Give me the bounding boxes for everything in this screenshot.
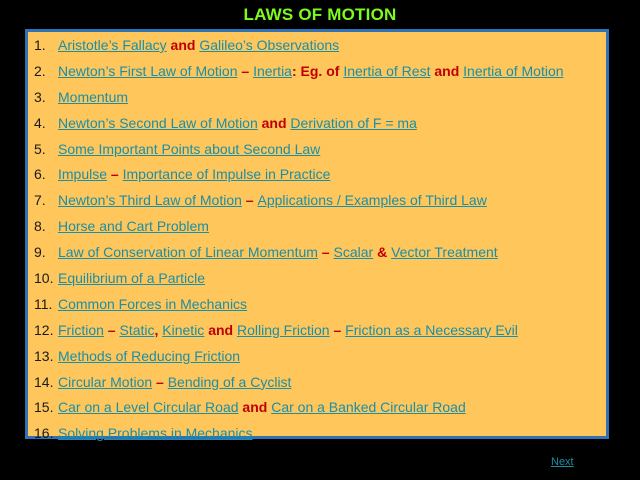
- topic-link[interactable]: Methods of Reducing Friction: [58, 347, 241, 364]
- item-content: [58, 139, 320, 159]
- topic-link[interactable]: Derivation of F = ma: [290, 114, 417, 131]
- item-content: [58, 113, 417, 133]
- table-of-contents: [28, 35, 564, 449]
- list-item: [28, 242, 564, 268]
- item-number: 9.: [34, 244, 46, 261]
- item-number: 5.: [34, 140, 46, 157]
- list-item: [28, 87, 564, 113]
- topic-link[interactable]: Newton’s First Law of Motion: [58, 62, 238, 79]
- connector-text: ,: [154, 321, 163, 338]
- topic-link[interactable]: Equilibrium of a Particle: [58, 270, 206, 287]
- item-number: 6.: [34, 166, 46, 183]
- list-item: [28, 372, 564, 398]
- connector-text: –: [237, 62, 254, 79]
- item-content: [58, 294, 247, 314]
- topic-link[interactable]: Some Important Points about Second Law: [58, 140, 321, 157]
- connector-text: –: [103, 321, 120, 338]
- item-content: [58, 242, 498, 262]
- item-number: 11.: [34, 295, 53, 312]
- connector-text: –: [107, 166, 123, 183]
- item-number: 10.: [34, 270, 54, 287]
- item-content: [58, 346, 240, 366]
- topic-link[interactable]: Car on a Banked Circular Road: [271, 399, 466, 416]
- item-content: [58, 190, 487, 210]
- topic-link[interactable]: Friction as a Necessary Evil: [345, 321, 518, 338]
- list-item: [28, 139, 564, 165]
- list-item: [28, 294, 564, 320]
- connector-text: and: [238, 399, 272, 416]
- topic-link[interactable]: Galileo’s Observations: [199, 37, 340, 53]
- topic-link[interactable]: Horse and Cart Problem: [58, 218, 209, 235]
- list-item: [28, 61, 564, 87]
- topic-link[interactable]: Inertia: [253, 62, 292, 79]
- connector-text: and: [166, 37, 200, 53]
- item-number: 2.: [34, 62, 46, 79]
- list-item: [28, 113, 564, 139]
- topic-link[interactable]: Inertia of Rest: [343, 62, 431, 79]
- item-content: [58, 61, 564, 81]
- topic-link[interactable]: Common Forces in Mechanics: [58, 295, 248, 312]
- topic-link[interactable]: Law of Conservation of Linear Momentum: [58, 244, 318, 261]
- topic-link[interactable]: Solving Problems in Mechanics: [58, 425, 253, 442]
- item-number: 12.: [34, 321, 54, 338]
- item-number: 7.: [34, 192, 46, 209]
- item-number: 1.: [34, 37, 46, 53]
- topic-link[interactable]: Newton’s Second Law of Motion: [58, 114, 258, 131]
- item-number: 3.: [34, 88, 46, 105]
- item-content: [58, 216, 209, 236]
- next-link[interactable]: Next: [551, 456, 574, 468]
- topic-link[interactable]: Circular Motion: [58, 373, 153, 390]
- connector-text: and: [430, 62, 464, 79]
- list-item: [28, 268, 564, 294]
- item-number: 14.: [34, 373, 54, 390]
- item-content: [58, 87, 128, 107]
- list-item: [28, 35, 564, 61]
- connector-text: –: [152, 373, 168, 390]
- item-number: 15.: [34, 399, 54, 416]
- item-number: 13.: [34, 347, 54, 364]
- page-title: LAWS OF MOTION: [243, 5, 397, 24]
- item-number: 4.: [34, 114, 46, 131]
- item-number: 8.: [34, 218, 46, 235]
- list-item: [28, 397, 564, 423]
- connector-text: –: [329, 321, 346, 338]
- connector-text: –: [317, 244, 334, 261]
- connector-text: and: [204, 321, 237, 338]
- list-item: [28, 320, 564, 346]
- list-item: [28, 190, 564, 216]
- topic-link[interactable]: Friction: [58, 321, 104, 338]
- list-item: [28, 216, 564, 242]
- topic-link[interactable]: Aristotle’s Fallacy: [58, 37, 167, 53]
- connector-text: –: [241, 192, 258, 209]
- topic-link[interactable]: Kinetic: [162, 321, 205, 338]
- topic-link[interactable]: Rolling Friction: [236, 321, 330, 338]
- item-content: [58, 320, 518, 340]
- topic-link[interactable]: Car on a Level Circular Road: [58, 399, 239, 416]
- item-number: 16.: [34, 425, 54, 442]
- topic-link[interactable]: Inertia of Motion: [463, 62, 564, 79]
- list-item: [28, 423, 564, 449]
- topic-link[interactable]: Impulse: [58, 166, 108, 183]
- item-content: [58, 397, 466, 417]
- item-content: [58, 164, 330, 184]
- topic-link[interactable]: Vector Treatment: [391, 244, 498, 261]
- topic-link[interactable]: Applications / Examples of Third Law: [257, 192, 487, 209]
- item-content: [58, 423, 253, 443]
- connector-text: and: [257, 114, 291, 131]
- topic-link[interactable]: Momentum: [58, 88, 129, 105]
- connector-text: : Eg. of: [291, 62, 344, 79]
- topic-link[interactable]: Importance of Impulse in Practice: [122, 166, 331, 183]
- topic-link[interactable]: Bending of a Cyclist: [167, 373, 292, 390]
- topic-link[interactable]: Newton’s Third Law of Motion: [58, 192, 242, 209]
- connector-text: &: [373, 244, 392, 261]
- item-content: [58, 268, 205, 288]
- list-item: [28, 346, 564, 372]
- topic-link[interactable]: Scalar: [333, 244, 374, 261]
- contents-panel: [25, 29, 609, 442]
- topic-link[interactable]: Static: [119, 321, 155, 338]
- item-content: [58, 35, 339, 55]
- item-content: [58, 372, 291, 392]
- list-item: [28, 164, 564, 190]
